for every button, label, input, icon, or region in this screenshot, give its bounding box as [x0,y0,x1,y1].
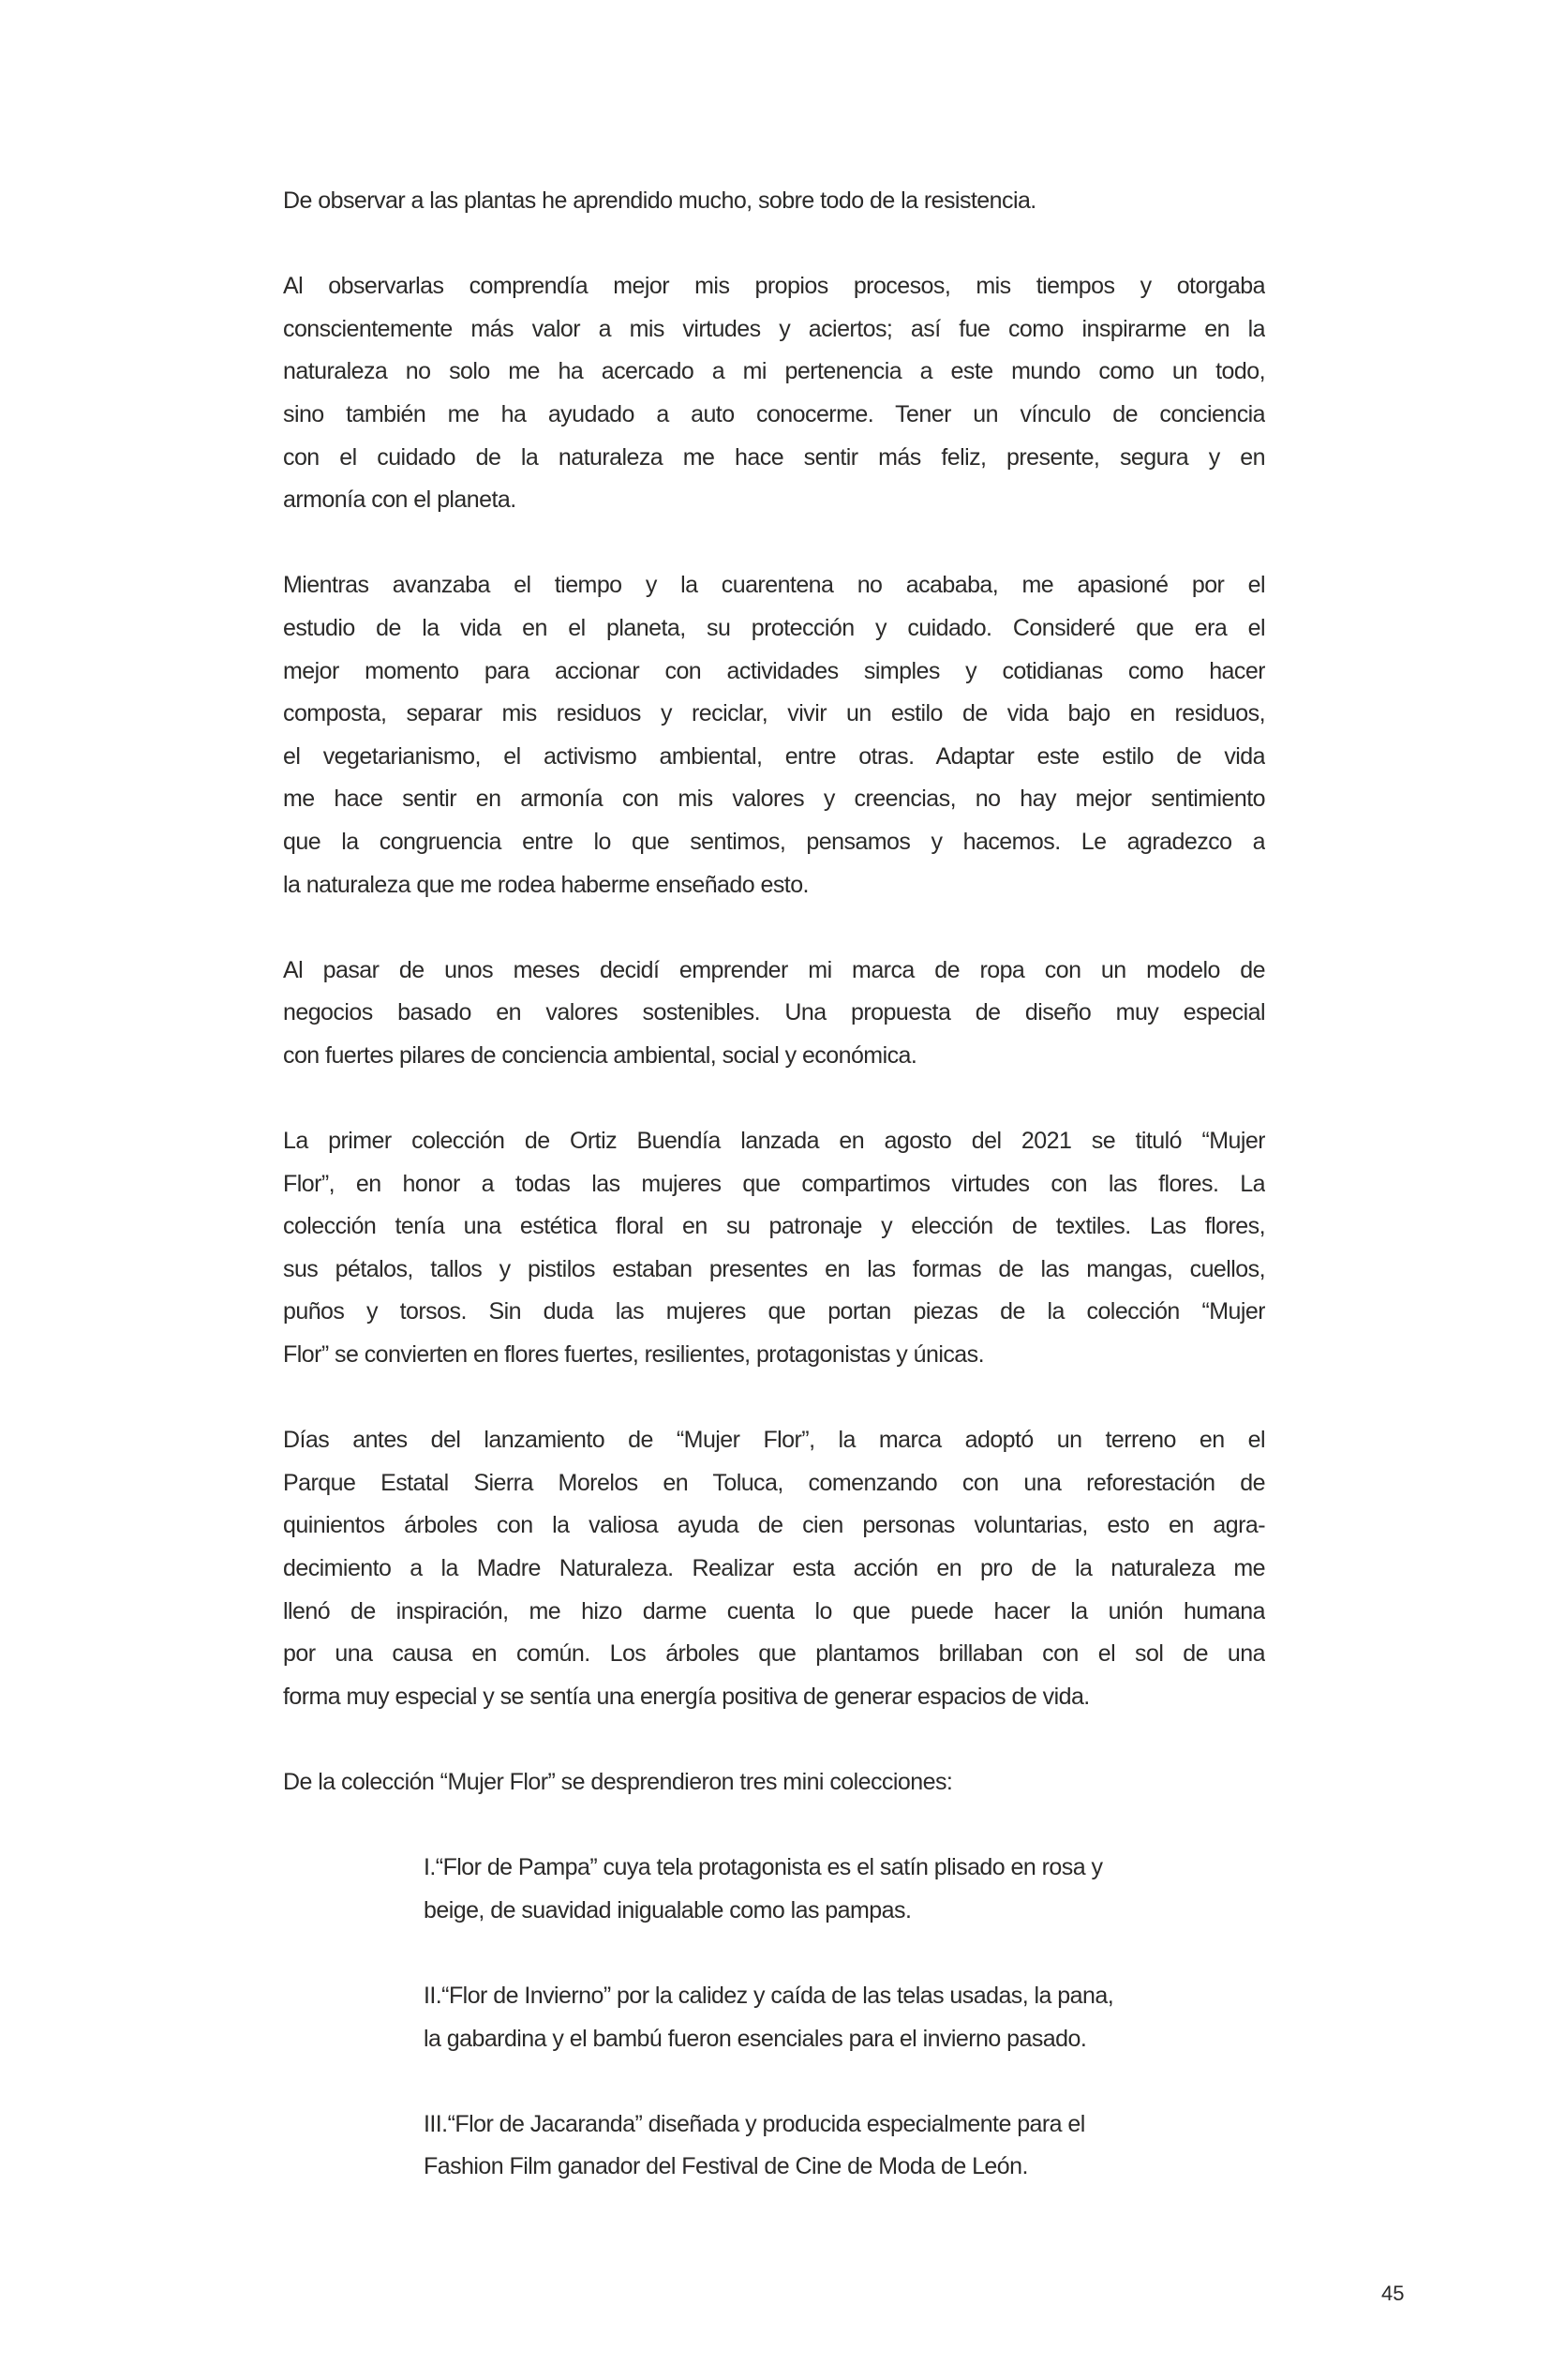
text-line: La primer colección de Ortiz Buendía lanzada en agosto del 2021 se tituló “Mujer [283,1128,1265,1155]
mini-collections-list [283,1847,1265,2189]
text-line: quinientos árboles con la valiosa ayuda de cien personas voluntarias, esto en agra- [283,1512,1265,1539]
list-item-flor-de-jacaranda [424,2103,1265,2189]
text-line: mejor momento para accionar con actividades simples y cotidianas como hacer [283,657,1265,684]
text-line: el vegetarianismo, el activismo ambiental, entre otras. Adaptar este estilo de vida [283,742,1265,770]
text-line: forma muy especial y se sentía una energía positiva de generar espacios de vida. [283,1683,1090,1710]
text-line: por una causa en común. Los árboles que plantamos brillaban con el sol de una [283,1640,1265,1668]
list-item-flor-de-pampa [424,1847,1265,1932]
list-item-flor-de-invierno [424,1975,1265,2060]
text-line: estudio de la vida en el planeta, su protección y cuidado. Consideré que era el [283,614,1265,641]
paragraph-clothing-brand [283,950,1265,1078]
text-line: Mientras avanzaba el tiempo y la cuarentena no acababa, me apasioné por el [283,572,1265,599]
text-line: composta, separar mis residuos y reciclar, vivir un estilo de vida bajo en residuos, [283,700,1265,727]
text-line: decimiento a la Madre Naturaleza. Realizar esta acción en pro de la naturaleza me [283,1555,1265,1581]
text-line: II.“Flor de Invierno” por la calidez y caída de las telas usadas, la pana, [424,1982,1114,2009]
text-line: I.“Flor de Pampa” cuya tela protagonista es el satín plisado en rosa y [424,1854,1103,1881]
text-line: la gabardina y el bambú fueron esenciales para el invierno pasado. [424,2025,1087,2052]
text-line: me hace sentir en armonía con mis valores y creencias, no hay mejor sentimiento [283,786,1265,813]
paragraph-plants-resistance [283,180,1265,223]
paragraph-mini-collections-intro [283,1761,1265,1804]
text-line: Al pasar de unos meses decidí emprender mi marca de ropa con un modelo de [283,956,1265,983]
text-line: sus pétalos, tallos y pistilos estaban presentes en las formas de las mangas, cuellos, [283,1255,1265,1282]
paragraph-reforestation [283,1419,1265,1718]
text-line: llenó de inspiración, me hizo darme cuenta lo que puede hacer la unión humana [283,1597,1265,1624]
paragraph-observing-plants [283,265,1265,522]
text-line: Parque Estatal Sierra Morelos en Toluca, comenzando con una reforestación de [283,1469,1265,1496]
text-line: Fashion Film ganador del Festival de Cine de Moda de León. [424,2153,1028,2180]
page-number: 45 [1381,2282,1405,2305]
text-line: sino también me ha ayudado a auto conocerme. Tener un vínculo de conciencia [283,400,1265,427]
text-line: Días antes del lanzamiento de “Mujer Flor”, la marca adoptó un terreno en el [283,1427,1265,1454]
text-line: De observar a las plantas he aprendido mucho, sobre todo de la resistencia. [283,187,1036,214]
paragraph-mujer-flor-collection [283,1120,1265,1377]
text-line: Al observarlas comprendía mejor mis propios procesos, mis tiempos y otorgaba [283,273,1265,300]
text-line: con el cuidado de la naturaleza me hace sentir más feliz, presente, segura y en [283,443,1265,471]
text-line: Flor”, en honor a todas las mujeres que compartimos virtudes con las flores. La [283,1170,1265,1197]
text-line: naturaleza no solo me ha acercado a mi pertenencia a este mundo como un todo, [283,358,1265,385]
text-line: con fuertes pilares de conciencia ambiental, social y económica. [283,1041,917,1069]
text-line: beige, de suavidad inigualable como las pampas. [424,1896,912,1923]
text-line: Flor” se convierten en flores fuertes, resilientes, protagonistas y únicas. [283,1341,985,1369]
text-line: puños y torsos. Sin duda las mujeres que portan piezas de la colección “Mujer [283,1298,1265,1325]
text-line: conscientemente más valor a mis virtudes y aciertos; así fue como inspirarme en la [283,315,1265,342]
body-text [283,180,1265,2232]
paragraph-quarantine [283,564,1265,906]
text-line: negocios basado en valores sostenibles. Una propuesta de diseño muy especial [283,999,1265,1026]
text-line: armonía con el planeta. [283,486,516,514]
text-line: la naturaleza que me rodea haberme enseñado esto. [283,871,809,898]
text-line: colección tenía una estética floral en su patronaje y elección de textiles. Las flores, [283,1213,1265,1240]
text-line: III.“Flor de Jacaranda” diseñada y producida especialmente para el [424,2110,1085,2137]
text-line: que la congruencia entre lo que sentimos, pensamos y hacemos. Le agradezco a [283,828,1265,855]
text-line: De la colección “Mujer Flor” se desprendieron tres mini colecciones: [283,1768,953,1795]
